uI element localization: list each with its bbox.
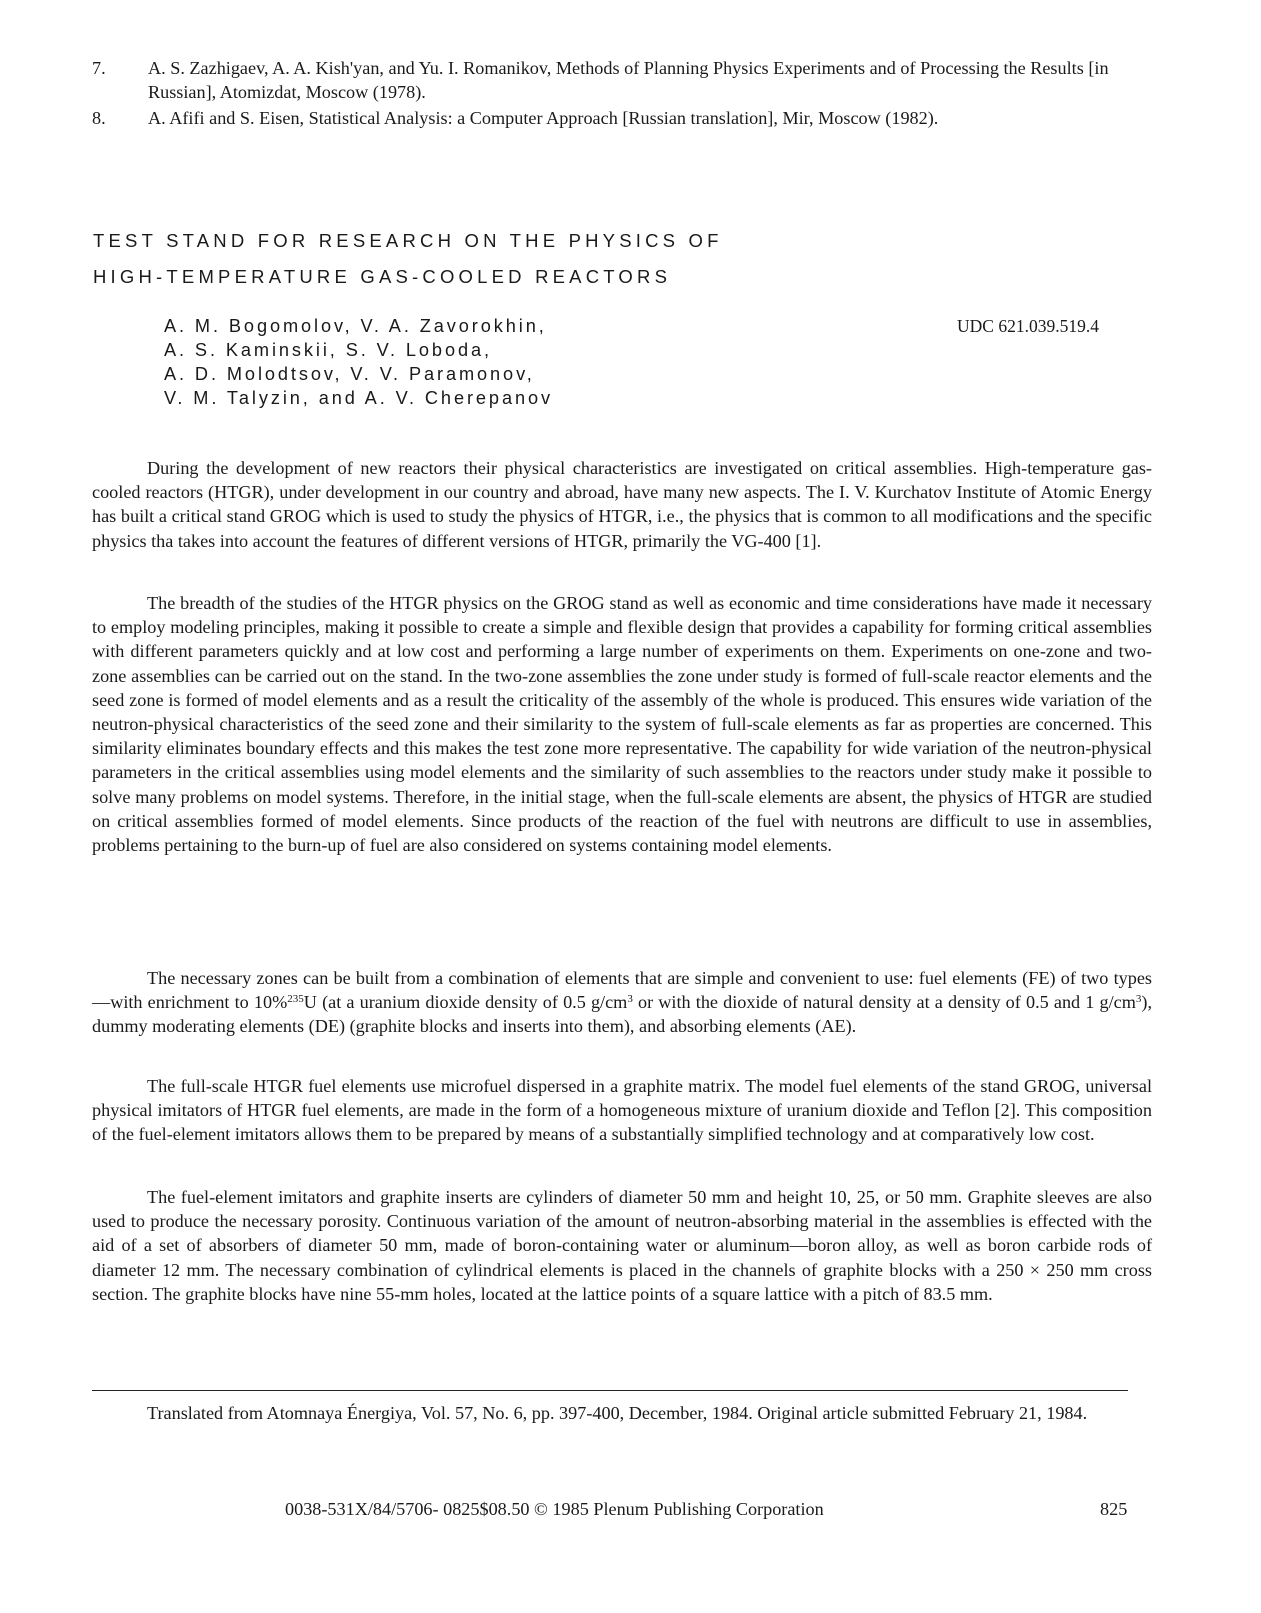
superscript-exponent: 3 bbox=[627, 993, 633, 1006]
author-line: A. M. Bogomolov, V. A. Zavorokhin, bbox=[164, 316, 547, 336]
reference-item-7 bbox=[92, 56, 1152, 104]
body-paragraph-5: The fuel-element imitators and graphite inserts are cylinders of diameter 50 mm and height 10, 25, or 50 mm. Graphite sleeves are also used to produce the necessary porosity. Continuous variation of the amount of neutron-absorbing material in the assemblies is effected with the aid of a set of absorbers of diameter 50 mm, made of boron-containing water or aluminum—boron alloy, as well as boron carbide rods of diameter 12 mm. The necessary combination of cylindrical elements is placed in the channels of graphite blocks with a 250 × 250 mm cross section. The graphite blocks have nine 55-mm holes, located at the lattice points of a square lattice with a pitch of 83.5 mm. bbox=[92, 1187, 1152, 1304]
paragraph-text: U (at a uranium dioxide density of 0.5 g/cm bbox=[303, 992, 628, 1013]
article-title-line-2: HIGH-TEMPERATURE GAS-COOLED REACTORS bbox=[93, 266, 672, 287]
udc-code: UDC 621.039.519.4 bbox=[957, 316, 1099, 336]
reference-text: A. Afifi and S. Eisen, Statistical Analysis: a Computer Approach [Russian translation], Mir, Moscow (1982). bbox=[148, 108, 939, 128]
author-list bbox=[164, 314, 553, 410]
body-paragraph-3 bbox=[92, 966, 1152, 1039]
body-paragraph-2: The breadth of the studies of the HTGR physics on the GROG stand as well as economic and time considerations have made it necessary to employ modeling principles, making it possible to create a simple and flexible design that provides a capability for forming critical assemblies with different parameters quickly and at low cost and performing a large number of experiments on them. Experiments on one-zone and two-zone assemblies can be carried out on the stand. In the two-zone assemblies the zone under study is formed of full-scale reactor elements and the seed zone is formed of model elements and as a result the criticality of the assembly of the whole is produced. This ensures wide variation of the neutron-physical characteristics of the seed zone and their similarity to the system of full-scale elements as far as properties are concerned. This similarity eliminates boundary effects and this makes the test zone more representative. The capability for wide variation of the neutron-physical parameters in the critical assemblies using model elements and the similarity of such assemblies to the reactors under study make it possible to solve many problems on model systems. Therefore, in the initial stage, when the full-scale elements are absent, the physics of HTGR are studied on critical assemblies formed of model elements. Since products of the reaction of the fuel with neutrons are difficult to use in assemblies, problems pertaining to the burn-up of fuel are also considered on systems containing model elements. bbox=[92, 593, 1152, 856]
translation-footnote: Translated from Atomnaya Énergiya, Vol. 57, No. 6, pp. 397-400, December, 1984. Original article submitted February 21, 1984. bbox=[147, 1403, 1088, 1423]
author-line: A. S. Kaminskii, S. V. Loboda, bbox=[164, 340, 492, 360]
author-line: A. D. Molodtsov, V. V. Paramonov, bbox=[164, 364, 535, 384]
superscript-exponent: 3 bbox=[1135, 993, 1142, 1006]
superscript-mass-number: 235 bbox=[287, 993, 304, 1006]
reference-number: 8. bbox=[92, 108, 106, 128]
copyright-line: 0038-531X/84/5706- 0825$08.50 © 1985 Plenum Publishing Corporation bbox=[285, 1499, 824, 1519]
page-number: 825 bbox=[1100, 1499, 1128, 1519]
reference-item-8 bbox=[92, 106, 1152, 130]
footnote-divider bbox=[92, 1390, 1128, 1391]
paragraph-text: The necessary zones can be built from a combination of elements that are simple and convenient to use: fuel elements (FE) of two types —with enrichment to 10% bbox=[92, 968, 1152, 1013]
paragraph-text: or with the dioxide of natural density at a density of 0.5 and 1 g/cm bbox=[632, 992, 1136, 1013]
article-title-line-1: TEST STAND FOR RESEARCH ON THE PHYSICS OF bbox=[93, 230, 723, 251]
reference-text: A. S. Zazhigaev, A. A. Kish'yan, and Yu. I. Romanikov, Methods of Planning Physics Experiments and of Processing the Results [in Russian], Atomizdat, Moscow (1978). bbox=[148, 58, 1109, 103]
body-paragraph-1: During the development of new reactors their physical characteristics are investigated on critical assemblies. High-temperature gas-cooled reactors (HTGR), under development in our country and abroad, have many new aspects. The I. V. Kurchatov Institute of Atomic Energy has built a critical stand GROG which is used to study the physics of HTGR, i.e., the physics that is common to all modifications and the specific physics tha takes into account the features of different versions of HTGR, primarily the VG-400 [1]. bbox=[92, 458, 1152, 551]
author-line: V. M. Talyzin, and A. V. Cherepanov bbox=[164, 388, 553, 408]
body-paragraph-4: The full-scale HTGR fuel elements use microfuel dispersed in a graphite matrix. The model fuel elements of the stand GROG, universal physical imitators of HTGR fuel elements, are made in the form of a homogeneous mixture of uranium dioxide and Teflon [2]. This composition of the fuel-element imitators allows them to be prepared by means of a substantially simplified technology and at comparatively low cost. bbox=[92, 1076, 1152, 1145]
reference-number: 7. bbox=[92, 58, 106, 78]
paragraph-text: ), dummy moderating elements (DE) (graphite blocks and inserts into them), and absorbing elements (AE). bbox=[92, 992, 1153, 1037]
